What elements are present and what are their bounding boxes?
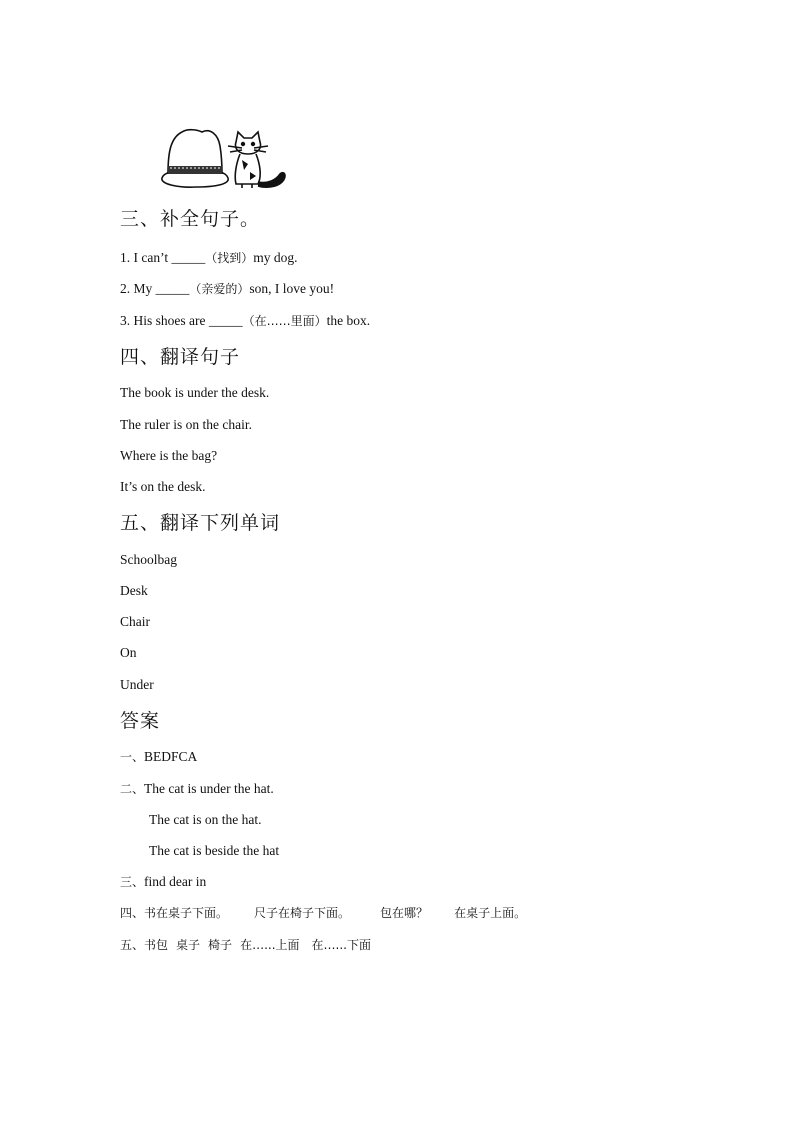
answer-4: [120, 905, 526, 921]
section5-item-5: Under: [120, 677, 154, 692]
answer-part: 椅子: [208, 938, 233, 952]
item-hint: （找到）: [205, 251, 254, 265]
section4-item-3: Where is the bag?: [120, 448, 218, 463]
item-text: 2. My _____: [120, 281, 190, 296]
answer-text: The cat is under the hat.: [144, 781, 274, 796]
answer-5: [120, 937, 371, 953]
answer-2: [120, 781, 274, 797]
section5-item-2: Desk: [120, 583, 148, 598]
answer-2-line-3: The cat is beside the hat: [149, 843, 280, 858]
section5-item-4: On: [120, 645, 137, 660]
answer-part: 书在桌子下面。: [144, 906, 229, 920]
answers-heading: 答案: [120, 710, 161, 732]
answer-label: 二、: [120, 782, 145, 796]
answer-1: [120, 749, 197, 765]
answer-label: 五、: [120, 938, 145, 952]
answer-part: 在…...上面: [240, 938, 300, 952]
section4-item-1: The book is under the desk.: [120, 385, 270, 400]
section4-item-4: It’s on the desk.: [120, 479, 206, 494]
hat-and-cat-illustration: [158, 124, 290, 190]
cat-icon: [228, 132, 285, 188]
item-hint: （在……里面）: [242, 314, 327, 328]
answer-part: 在桌子上面。: [454, 906, 527, 920]
section5-heading: 五、翻译下列单词: [120, 512, 281, 534]
section4-heading: 四、翻译句子: [120, 346, 241, 368]
hat-icon: [162, 130, 228, 187]
answer-label: 三、: [120, 875, 145, 889]
answer-label: 四、: [120, 906, 145, 920]
item-text: the box.: [326, 313, 371, 328]
answer-part: 书包: [144, 938, 169, 952]
answer-label: 一、: [120, 750, 145, 764]
item-hint: （亲爱的）: [189, 282, 250, 296]
answer-part: 在…...下面: [311, 938, 371, 952]
answer-2-line-2: The cat is on the hat.: [149, 812, 262, 827]
section5-item-3: Chair: [120, 614, 150, 629]
answer-part: 桌子: [176, 938, 201, 952]
section4-item-2: The ruler is on the chair.: [120, 417, 252, 432]
section3-heading: 三、补全句子。: [120, 208, 261, 230]
answer-text: find dear in: [144, 874, 207, 889]
item-text: son, I love you!: [249, 281, 335, 296]
item-text: 1. I can’t _____: [120, 250, 206, 265]
section3-item-3: [120, 313, 370, 329]
section3-item-1: [120, 250, 298, 266]
section5-item-1: Schoolbag: [120, 552, 177, 567]
item-text: my dog.: [253, 250, 298, 265]
answer-text: BEDFCA: [144, 749, 198, 764]
answer-part: 包在哪？: [380, 906, 429, 920]
answer-3: [120, 874, 206, 890]
item-text: 3. His shoes are _____: [120, 313, 243, 328]
section3-item-2: [120, 281, 334, 297]
answer-part: 尺子在椅子下面。: [254, 906, 351, 920]
